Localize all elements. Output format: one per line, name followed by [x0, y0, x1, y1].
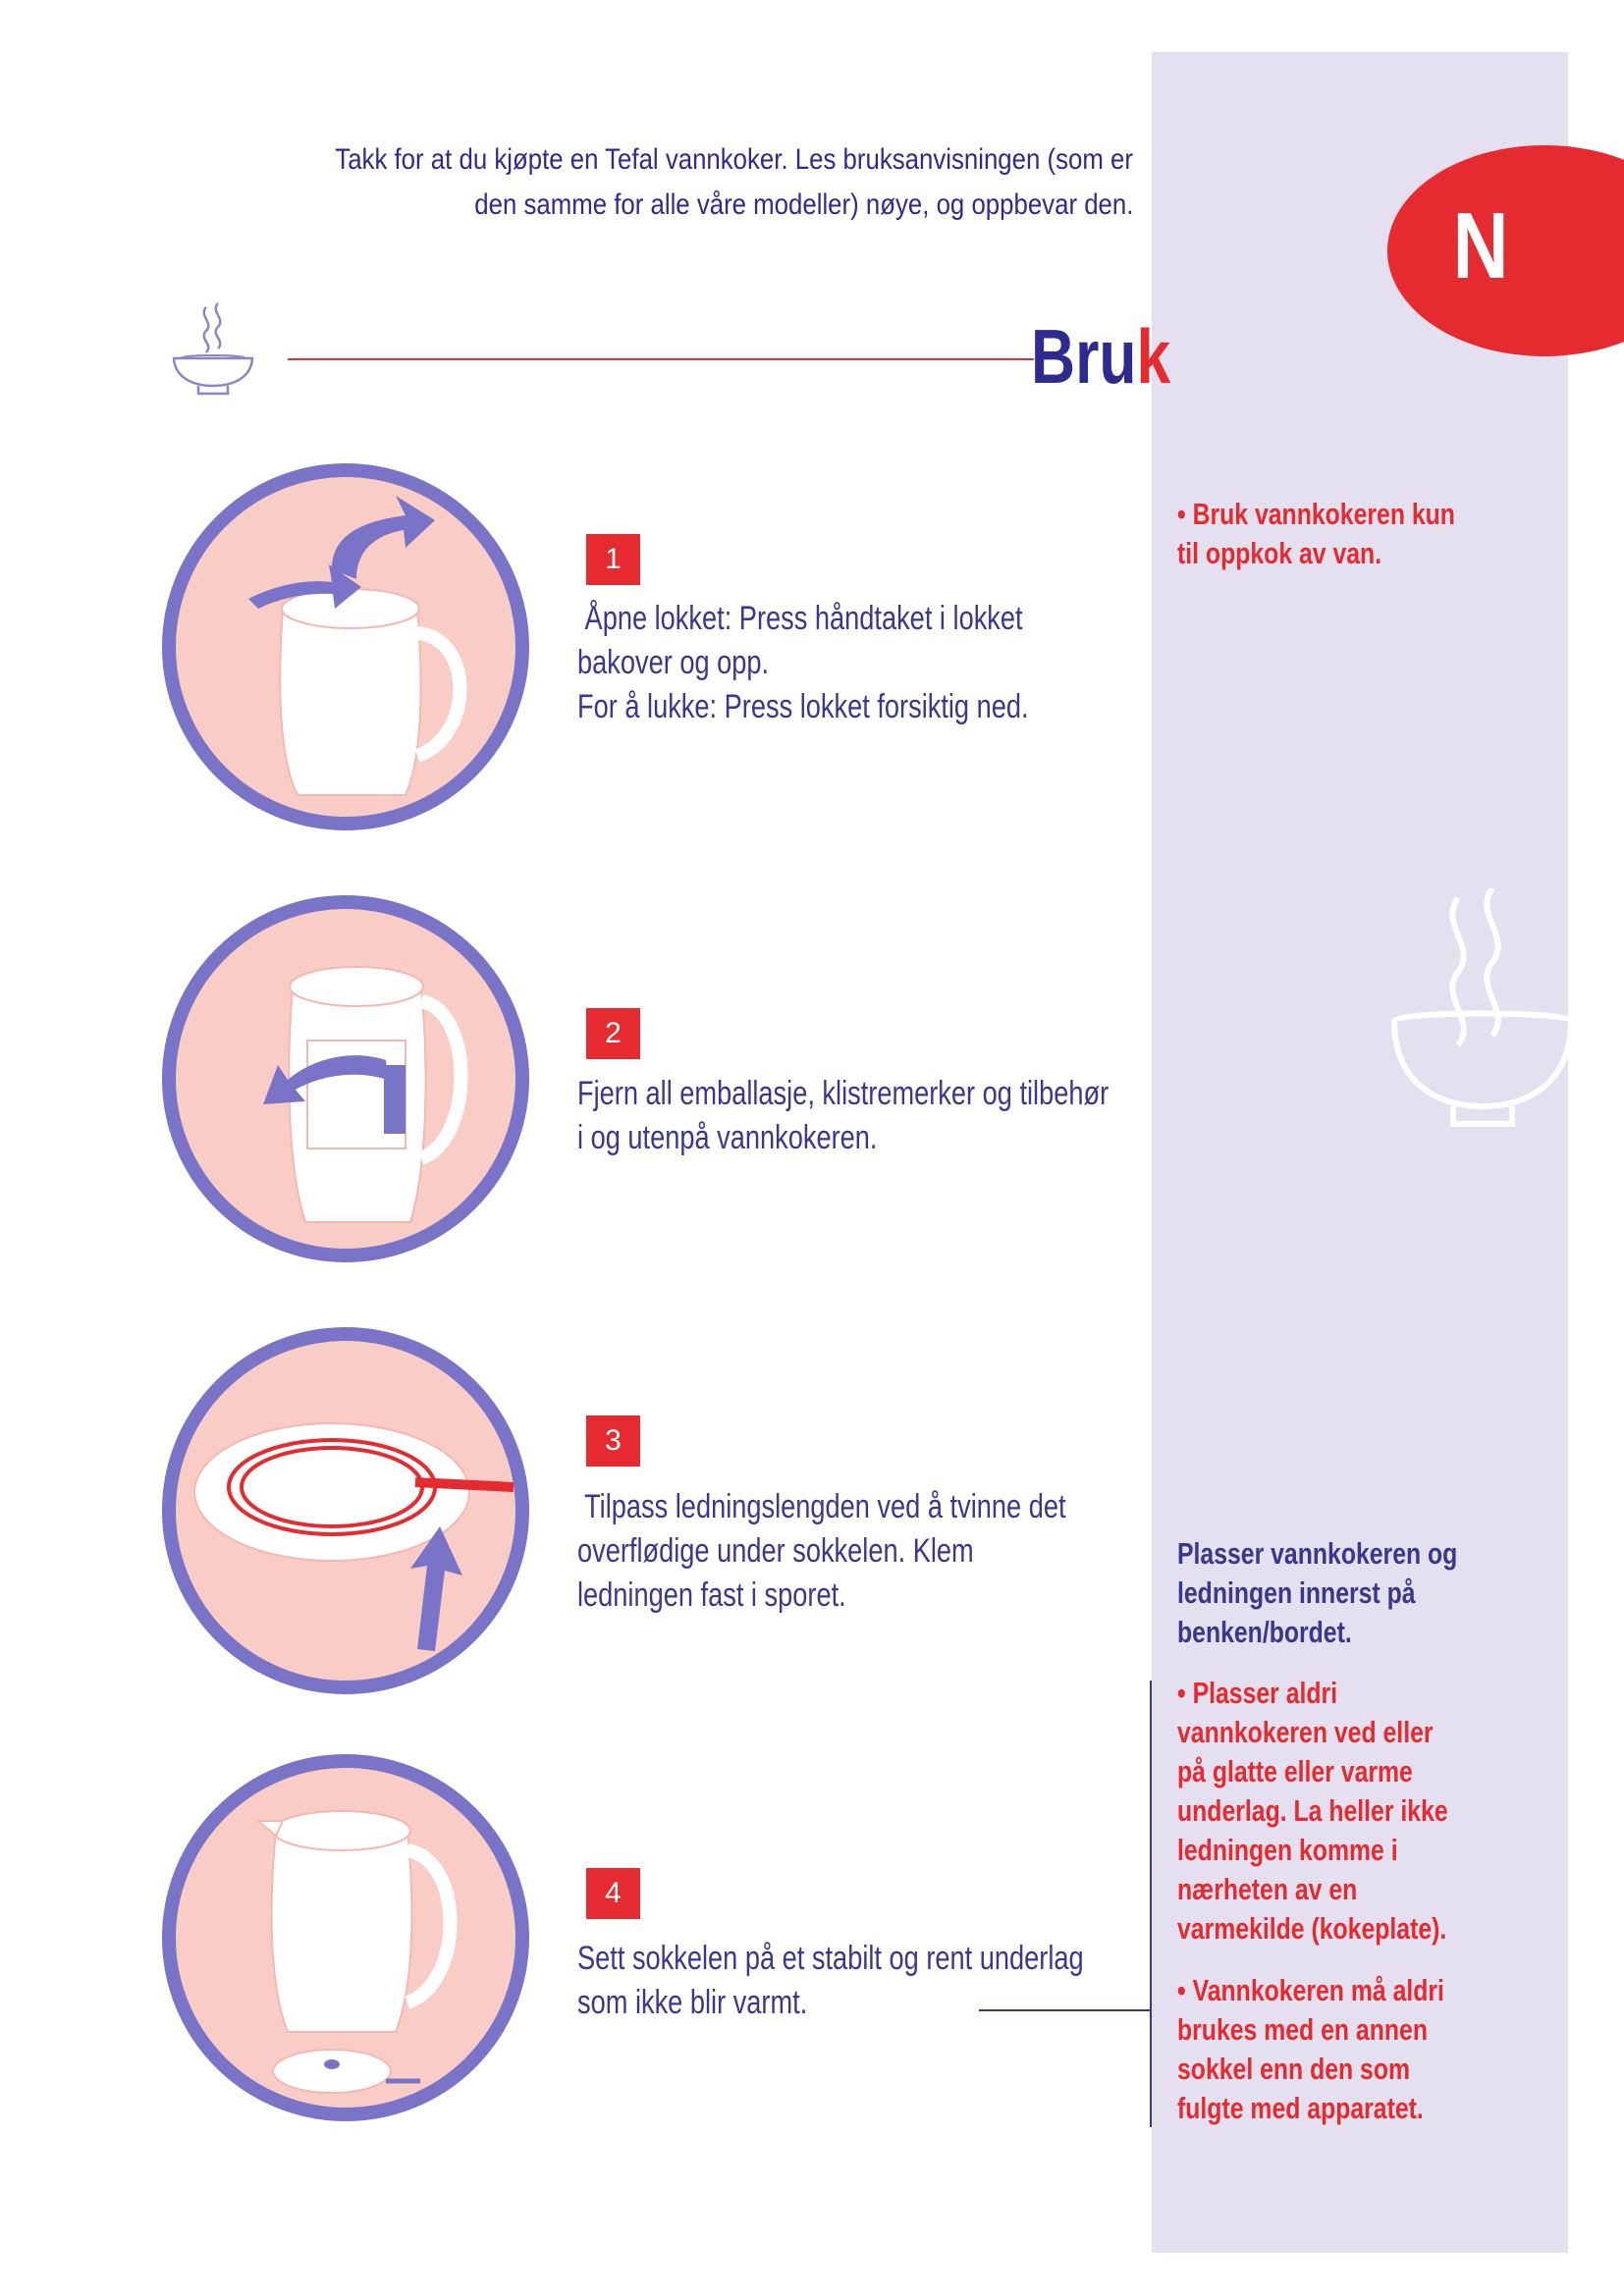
note-3-line-1: • Plasser aldri — [1177, 1676, 1338, 1710]
step-1-line-1: Åpne lokket: Press håndtaket i lokket — [577, 600, 1023, 637]
step-3-number: 3 — [586, 1415, 640, 1467]
step-3-line-1: Tilpass ledningslengden ved å tvinne det — [577, 1488, 1066, 1525]
step-2-text — [577, 1072, 1159, 1160]
step-1-line-3: For å lukke: Press lokket forsiktig ned. — [577, 688, 1029, 725]
steaming-bowl-icon — [1384, 888, 1571, 1139]
note-4-line-1: • Vannkokeren må aldri — [1177, 1973, 1444, 2007]
note-2-line-2: ledningen innerst på — [1177, 1575, 1416, 1610]
step-4-text — [577, 1937, 1159, 2025]
heading-part-blue: Bru — [1031, 313, 1137, 400]
step-2-line-2: i og utenpå vannkokeren. — [577, 1119, 878, 1156]
step-1-line-2: bakover og opp. — [577, 644, 770, 681]
note-4-line-3: sokkel enn den som — [1177, 2052, 1411, 2086]
callout-connector-line — [979, 2009, 1150, 2011]
safety-note-surface — [1177, 1674, 1507, 1949]
step-3-text — [577, 1485, 1159, 1618]
note-1-line-2: til oppkok av van. — [1177, 536, 1382, 570]
intro-line-2: den samme for alle våre modeller) nøye, og oppbevar den. — [473, 188, 1133, 221]
step-4-line-2: som ikke blir varmt. — [577, 1984, 808, 2021]
step-1-number: 1 — [586, 534, 640, 585]
heading-rule — [288, 358, 1034, 360]
step-1-text — [577, 597, 1159, 729]
language-badge-letter: N — [1452, 193, 1509, 298]
note-4-line-4: fulgte med apparatet. — [1177, 2091, 1424, 2125]
note-1-line-1: • Bruk vannkokeren kun — [1177, 497, 1455, 531]
intro-line-1: Takk for at du kjøpte en Tefal vannkoker. Les bruksanvisningen (som er — [335, 143, 1133, 176]
step-2-line-1: Fjern all emballasje, klistremerker og tilbehør — [577, 1075, 1110, 1112]
note-3-line-2: vannkokeren ved eller — [1177, 1715, 1434, 1749]
section-heading — [1031, 312, 1170, 400]
note-3-line-7: varmekilde (kokeplate). — [1177, 1911, 1447, 1946]
note-4-line-2: brukes med en annen — [1177, 2012, 1428, 2047]
step-4-number: 4 — [586, 1868, 640, 1919]
note-3-line-5: ledningen komme i — [1177, 1833, 1398, 1867]
step-3-line-3: ledningen fast i sporet. — [577, 1576, 846, 1614]
step-3-illustration — [160, 1325, 531, 1696]
step-3-line-2: overflødige under sokkelen. Klem — [577, 1532, 974, 1570]
steaming-bowl-icon — [169, 299, 257, 400]
placement-note — [1177, 1534, 1507, 1652]
step-4-line-1: Sett sokkelen på et stabilt og rent underlag — [577, 1940, 1084, 1977]
note-2-line-1: Plasser vannkokeren og — [1177, 1536, 1458, 1571]
note-3-line-6: nærheten av en — [1177, 1872, 1358, 1906]
note-3-line-4: underlag. La heller ikke — [1177, 1793, 1448, 1828]
note-2-line-3: benken/bordet. — [1177, 1615, 1352, 1649]
heading-part-red: k — [1136, 313, 1171, 400]
note-3-line-3: på glatte eller varme — [1177, 1754, 1413, 1789]
safety-note-base — [1177, 1971, 1507, 2128]
step-4-illustration — [160, 1752, 531, 2123]
safety-note-usage — [1177, 495, 1507, 573]
intro-text — [147, 137, 1133, 228]
step-2-illustration — [160, 893, 531, 1264]
step-2-number: 2 — [586, 1008, 640, 1059]
callout-vertical-line — [1150, 1681, 1152, 2127]
step-1-illustration — [160, 461, 531, 832]
